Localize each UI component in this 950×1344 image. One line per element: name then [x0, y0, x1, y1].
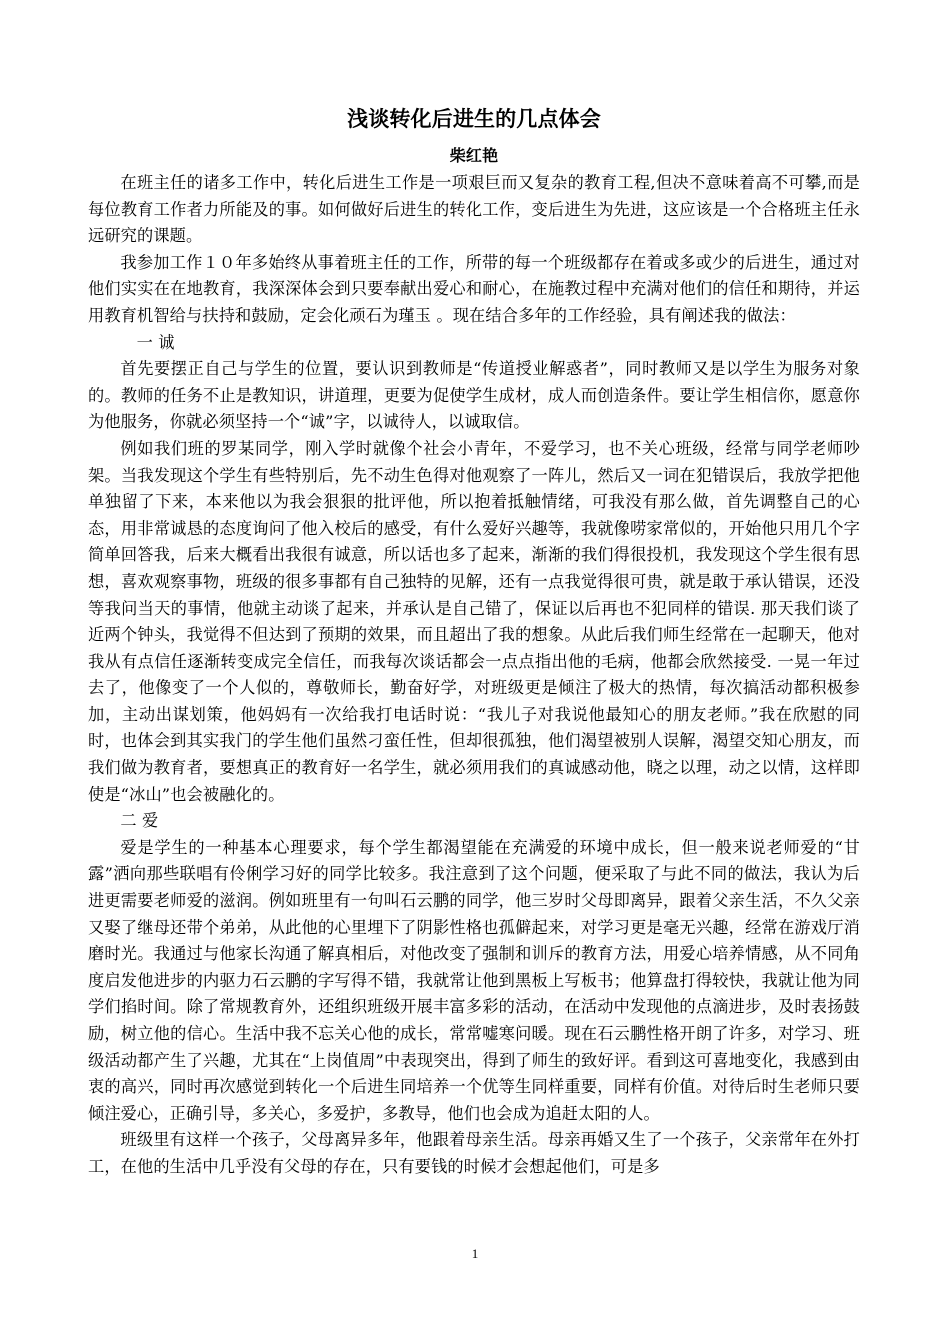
intro-paragraph-1: 在班主任的诸多工作中，转化后进生工作是一项艰巨而又复杂的教育工程,但决不意味着高不可攀,而是每位教育工作者力所能及的事。如何做好后进生的转化工作，变后进生为先进，这应该是一个合格班主任永远研究的课题。	[88, 173, 860, 246]
section1-paragraph-2: 例如我们班的罗某同学，刚入学时就像个社会小青年，不爱学习，也不关心班级，经常与同学老师吵架。当我发现这个学生有些特别后，先不动生色得对他观察了一阵儿，然后又一词在犯错误后，我放学把他单独留了下来，本来他以为我会狠狠的批评他，所以抱着抵触情绪，可我没有那么做，首先调整自己的心态，用非常诚恳的态度询问了他入校后的感受，有什么爱好兴趣等，我就像唠家常似的，开始他只用几个字简单回答我，后来大概看出我很有诚意，所以话也多了起来，渐渐的我们得很投机，我发现这个学生很有思想，喜欢观察事物，班级的很多事都有自己独特的见解，还有一点我觉得很可贵，就是敢于承认错误，还没等我问当天的事情，他就主动谈了起来，并承认是自己错了，保证以后再也不犯同样的错误. 那天我们谈了近两个钟头，我觉得不但达到了预期的效果，而且超出了我的想象。从此后我们师生经常在一起聊天，他对我从有点信任逐渐转变成完全信任，而我每次谈话都会一点点指出他的毛病，他都会欣然接受. 一晃一年过去了，他像变了一个人似的，尊敬师长，勤奋好学，对班级更是倾注了极大的热情，每次搞活动都积极参加，主动出谋划策，他妈妈有一次给我打电话时说：“我儿子对我说他最知心的朋友老师。”我在欣慰的同时，也体会到其实我门的学生他们虽然刁蛮任性，但却很孤独，他们渴望被别人误解，渴望交知心朋友，而我们做为教育者，要想真正的教育好一名学生，就必须用我们的真诚感动他，晓之以理，动之以情，这样即使是“冰山”也会被融化的。	[88, 438, 860, 804]
document-title: 浅谈转化后进生的几点体会	[347, 107, 601, 131]
document-page	[88, 100, 860, 1181]
section-heading-love: 二 爱	[120, 811, 159, 831]
intro-paragraph-2: 我参加工作１０年多始终从事着班主任的工作，所带的每一个班级都存在着或多或少的后进生，通过对他们实实在在地教育，我深深体会到只要奉献出爱心和耐心，在施教过程中充满对他们的信任和期待，并运用教育机智给与扶持和鼓励，定会化顽石为瑾玉 。现在结合多年的工作经验，具有阐述我的做法：	[88, 252, 860, 325]
page-number: 1	[471, 1246, 479, 1261]
section-heading-sincerity: 一 诚	[136, 332, 175, 352]
section2-paragraph-2: 班级里有这样一个孩子，父母离异多年，他跟着母亲生活。母亲再婚又生了一个孩子，父亲常年在外打工，在他的生活中几乎没有父母的存在，只有要钱的时候才会想起他们，可是多	[88, 1130, 860, 1176]
author-name: 柴红艳	[449, 146, 499, 165]
section1-paragraph-1: 首先要摆正自己与学生的位置，要认识到教师是“传道授业解惑者”，同时教师又是以学生为服务对象的。教师的任务不止是教知识，讲道理，更要为促使学生成材，成人而创造条件。要让学生相信你，愿意你为他服务，你就必须坚持一个“诚”字，以诚待人，以诚取信。	[88, 359, 860, 432]
section2-paragraph-1: 爱是学生的一种基本心理要求，每个学生都渴望能在充满爱的环境中成长，但一般来说老师爱的“甘露”洒向那些联唱有伶俐学习好的同学比较多。我注意到了这个问题，便采取了与此不同的做法，我认为后进更需要老师爱的滋润。例如班里有一句叫石云鹏的同学，他三岁时父母即离异，跟着父亲生活，不久父亲又娶了继母还带个弟弟，从此他的心里埋下了阴影性格也孤僻起来，对学习更是毫无兴趣，经常在游戏厅消磨时光。我通过与他家长沟通了解真相后，对他改变了强制和训斥的教育方法，用爱心培养情感，从不同角度启发他进步的内驱力石云鹏的字写得不错，我就常让他到黑板上写板书；他算盘打得较快，我就让他为同学们掐时间。除了常规教育外，还组织班级开展丰富多彩的活动，在活动中发现他的点滴进步，及时表扬鼓励，树立他的信心。生活中我不忘关心他的成长，常常嘘寒问暖。现在石云鹏性格开朗了许多，对学习、班级活动都产生了兴趣，尤其在“上岗值周”中表现突出，得到了师生的致好评。看到这可喜地变化，我感到由衷的高兴，同时再次感觉到转化一个后进生同培养一个优等生同样重要，同样有价值。对待后时生老师只要倾注爱心，正确引导，多关心，多爱护，多教导，他们也会成为追赶太阳的人。	[88, 837, 860, 1123]
